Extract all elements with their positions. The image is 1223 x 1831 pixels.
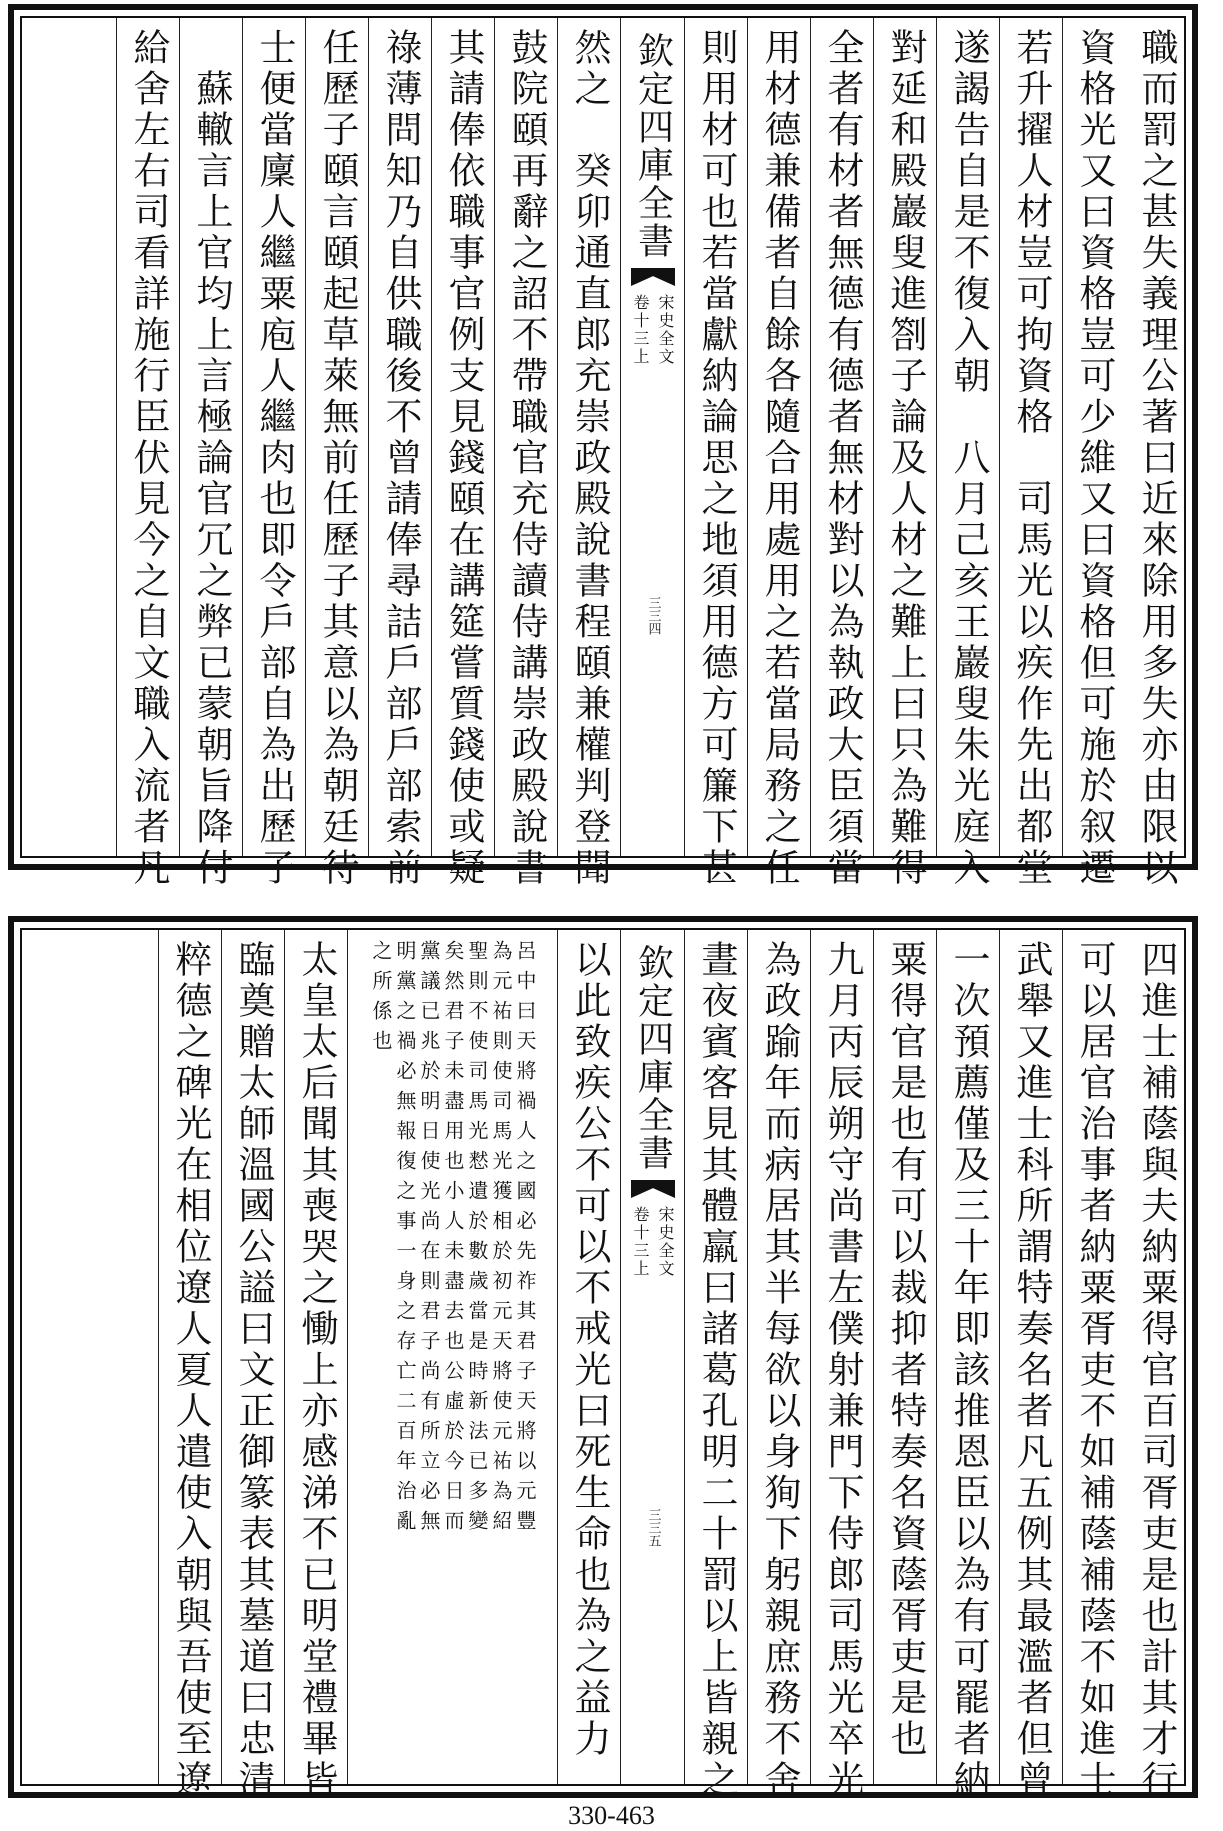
annotation-text: 為元祐則使司馬光獲相於初元天將使元祐為紹 — [489, 940, 513, 1540]
annotation-text: 矣然君子未盡用也小人未盡去也公虛於今日而 — [441, 940, 465, 1540]
annotation-text: 明黨之禍必無報復之事一身之存亡二百年治亂 — [393, 940, 417, 1540]
volume-label-line: 卷十三上 — [631, 1206, 650, 1278]
column-text: 其請俸依職事官例支見錢頤在講筵嘗質錢使或疑 — [442, 28, 485, 889]
text-column — [873, 18, 937, 889]
text-column — [158, 930, 222, 1801]
text-column — [557, 930, 621, 1784]
top-page-frame — [20, 16, 1186, 889]
text-column — [747, 930, 811, 1801]
annotation-block — [371, 930, 535, 1784]
column-text: 一次預薦僅及三十年即該推恩臣以為有可罷者納 — [947, 940, 990, 1801]
text-column — [810, 930, 874, 1801]
annotation-column — [347, 930, 558, 1784]
annotation-text: 之所係也 — [369, 940, 393, 1060]
column-text: 四進士補蔭與夫納粟得官百司胥吏是也計其才行 — [1135, 940, 1178, 1801]
text-column — [431, 18, 495, 889]
volume-label — [629, 1206, 677, 1278]
leaf-number: 三三四 — [645, 596, 661, 635]
text-column — [305, 18, 369, 889]
text-column — [1062, 930, 1126, 1801]
page-footer-number: 330-463 — [568, 1801, 655, 1830]
column-text: 若升擢人材豈可拘資格 司馬光以疾作先出都堂 — [1010, 28, 1053, 889]
leaf-number: 三三五 — [645, 1508, 661, 1547]
bottom-page-frame — [20, 928, 1186, 1801]
column-text: 士便當廩人繼粟庖人繼肉也即令戶部自為出歷子 — [253, 28, 296, 889]
volume-label-line: 宋史全文 — [656, 1206, 675, 1278]
text-column — [368, 18, 432, 889]
column-text: 武舉又進士科所謂特奏名者凡五例其最濫者但曾 — [1010, 940, 1053, 1801]
book-title: 欽定四庫全書 — [632, 944, 674, 1172]
text-column — [242, 18, 306, 889]
text-column — [284, 930, 348, 1801]
text-column — [999, 930, 1063, 1801]
text-column — [810, 18, 874, 889]
column-text: 蘇轍言上官均上言極論官冗之弊已蒙朝旨降付 — [190, 28, 233, 889]
column-text: 粹德之碑光在相位遼人夏人遣使入朝與吾使至遼 — [169, 940, 212, 1801]
text-column — [1062, 18, 1126, 889]
text-column — [936, 930, 1000, 1801]
column-text: 遂謁告自是不復入朝 八月己亥王巖叟朱光庭入 — [947, 28, 990, 889]
text-column — [221, 930, 285, 1801]
text-column — [684, 930, 748, 1801]
volume-label-line: 宋史全文 — [656, 294, 675, 366]
center-fold — [620, 930, 685, 1784]
volume-label — [629, 294, 677, 366]
column-text: 則用材可也若當獻納論思之地須用德方可簾下甚 — [695, 28, 738, 889]
column-text: 對延和殿巖叟進劄子論及人材之難上曰只為難得 — [884, 28, 927, 889]
column-text: 祿薄問知乃自供職後不曾請俸尋詰戶部戶部索前 — [379, 28, 422, 889]
column-text: 全者有材者無德有德者無材對以為執政大臣須當 — [821, 28, 864, 889]
column-text: 鼓院頤再辭之詔不帶職官充侍讀侍講崇政殿說書 — [505, 28, 548, 889]
text-column — [1125, 18, 1188, 889]
fold-label — [628, 930, 679, 1784]
column-text: 職而罰之甚失義理公著曰近來除用多失亦由限以 — [1135, 28, 1178, 889]
annotation-text: 聖則不使司馬光慭遺於數歲當是時新法已多變 — [465, 940, 489, 1540]
column-text: 太皇太后聞其喪哭之慟上亦感涕不已明堂禮畢皆 — [295, 940, 338, 1801]
text-column — [684, 18, 748, 889]
column-text: 以此致疾公不可以不戒光曰死生命也為之益力 — [568, 940, 611, 1760]
column-text: 九月丙辰朔守尚書左僕射兼門下侍郎司馬光卒光 — [821, 940, 864, 1801]
fishtail-mark-icon — [631, 268, 675, 286]
column-text: 臨奠贈太師溫國公謚曰文正御篆表其墓道曰忠清 — [232, 940, 275, 1801]
top-page — [8, 4, 1198, 889]
text-column — [873, 930, 937, 1784]
annotation-text: 呂中曰天將禍人之國必先祚其君子天將以元豐 — [513, 940, 537, 1540]
column-text: 可以居官治事者納粟胥吏不如補蔭補蔭不如進士 — [1073, 940, 1116, 1801]
column-text: 晝夜賓客見其體羸曰諸葛孔明二十罰以上皆親之 — [695, 940, 738, 1801]
column-text: 用材德兼備者自餘各隨合用處用之若當局務之任 — [758, 28, 801, 889]
column-text: 為政踰年而病居其半每欲以身狥下躬親庶務不舍 — [758, 940, 801, 1801]
volume-label-line: 卷十三上 — [631, 294, 650, 366]
text-column — [936, 18, 1000, 889]
text-column — [494, 18, 558, 889]
text-column — [1125, 930, 1188, 1801]
text-column — [999, 18, 1063, 889]
fold-label — [628, 18, 679, 856]
annotation-text: 黨議已兆於明日使光尚在則君子尚有所立必無 — [417, 940, 441, 1540]
column-text: 給舍左右司看詳施行臣伏見今之自文職入流者凡 — [127, 28, 170, 889]
center-fold — [620, 18, 685, 856]
bottom-page — [8, 916, 1198, 1801]
column-text: 任歷子頤言頤起草萊無前任歷子其意以為朝廷待 — [316, 28, 359, 889]
column-text: 然之 癸卯通直郎充崇政殿說書程頤兼權判登聞 — [568, 28, 611, 889]
text-column — [747, 18, 811, 889]
text-column — [557, 18, 621, 889]
column-text: 資格光又曰資格豈可少維又曰資格但可施於叙遷 — [1073, 28, 1116, 889]
fishtail-mark-icon — [631, 1180, 675, 1198]
book-title: 欽定四庫全書 — [632, 32, 674, 260]
column-text: 粟得官是也有可以裁抑者特奏名資蔭胥吏是也 — [884, 940, 927, 1760]
text-column — [179, 18, 243, 889]
text-column — [116, 18, 180, 889]
